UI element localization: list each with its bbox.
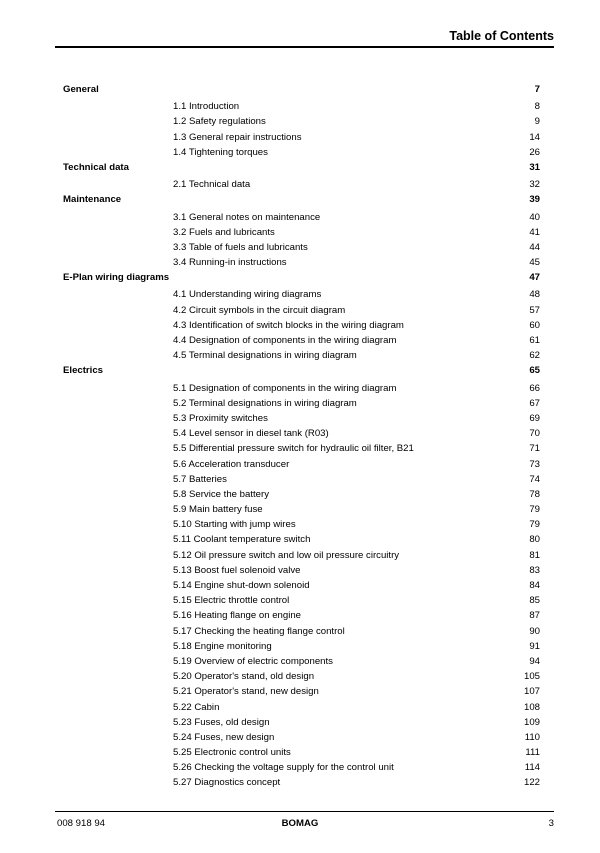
toc-entry-title: E-Plan wiring diagrams bbox=[63, 272, 170, 284]
toc-section-entry[interactable] bbox=[63, 114, 540, 129]
toc-entry-page: 81 bbox=[529, 549, 540, 561]
toc-entry-title: Technical data bbox=[63, 161, 129, 173]
toc-entry-title: 5.25 Electronic control units bbox=[173, 747, 291, 759]
toc-entry-title: 4.3 Identification of switch blocks in the wiring diagram bbox=[173, 319, 404, 331]
toc-entry-title: 5.11 Coolant temperature switch bbox=[173, 534, 311, 546]
toc-entry-title: 1.4 Tightening torques bbox=[173, 146, 268, 158]
toc-entry-title: 5.17 Checking the heating flange control bbox=[173, 625, 345, 637]
toc-section-entry[interactable] bbox=[63, 775, 540, 790]
toc-entry-title: 3.3 Table of fuels and lubricants bbox=[173, 241, 308, 253]
toc-section-entry[interactable] bbox=[63, 225, 540, 240]
toc-entry-title: 5.20 Operator's stand, old design bbox=[173, 671, 315, 683]
toc-entry-page: 7 bbox=[534, 84, 540, 95]
footer-brand: BOMAG bbox=[281, 818, 319, 829]
toc-entry-title: 5.14 Engine shut-down solenoid bbox=[173, 580, 310, 591]
toc-entry-page: 40 bbox=[529, 211, 540, 223]
toc-entry-page: 26 bbox=[529, 146, 540, 158]
toc-entry-page: 108 bbox=[523, 701, 540, 713]
toc-entry-title: 5.26 Checking the voltage supply for the control unit bbox=[173, 762, 394, 774]
toc-section-entry[interactable] bbox=[63, 532, 540, 547]
toc-entry-page: 66 bbox=[529, 382, 540, 394]
toc-section-entry[interactable] bbox=[63, 177, 540, 192]
footer-page-number: 3 bbox=[548, 818, 554, 829]
toc-entry-title: 5.15 Electric throttle control bbox=[173, 595, 290, 607]
table-of-contents bbox=[63, 82, 540, 791]
toc-chapter-entry[interactable] bbox=[63, 270, 540, 287]
toc-entry-title: 5.8 Service the battery bbox=[173, 488, 269, 500]
toc-entry-title: 5.24 Fuses, new design bbox=[173, 731, 275, 743]
toc-entry-title: 5.1 Designation of components in the wiring diagram bbox=[173, 382, 397, 394]
toc-entry-title: 5.5 Differential pressure switch for hydraulic oil filter, B21 bbox=[173, 443, 414, 455]
toc-entry-title: 1.2 Safety regulations bbox=[173, 116, 266, 128]
toc-section-entry[interactable] bbox=[63, 730, 540, 745]
toc-entry-title: 5.6 Acceleration transducer bbox=[173, 458, 290, 470]
toc-entry-page: 31 bbox=[529, 161, 540, 173]
toc-section-entry[interactable] bbox=[63, 318, 540, 333]
toc-section-entry[interactable] bbox=[63, 99, 540, 114]
toc-section-entry[interactable] bbox=[63, 593, 540, 608]
toc-entry-page: 87 bbox=[529, 610, 540, 622]
toc-entry-title: 5.18 Engine monitoring bbox=[173, 640, 272, 652]
toc-entry-page: 61 bbox=[529, 335, 540, 346]
toc-entry-title: Electrics bbox=[63, 365, 104, 377]
toc-section-entry[interactable] bbox=[63, 624, 540, 639]
toc-section-entry[interactable] bbox=[63, 426, 540, 441]
toc-entry-page: 73 bbox=[529, 458, 540, 470]
toc-entry-page: 57 bbox=[529, 304, 540, 316]
toc-entry-page: 79 bbox=[529, 519, 540, 531]
toc-entry-page: 80 bbox=[529, 534, 540, 546]
toc-entry-title: 4.5 Terminal designations in wiring diagram bbox=[173, 350, 357, 362]
toc-entry-page: 67 bbox=[529, 397, 540, 409]
toc-section-entry[interactable] bbox=[63, 608, 540, 623]
toc-entry-page: 94 bbox=[529, 655, 540, 667]
toc-entry-page: 60 bbox=[529, 319, 540, 331]
toc-entry-title: 5.10 Starting with jump wires bbox=[173, 519, 296, 531]
toc-entry-page: 39 bbox=[529, 194, 540, 206]
toc-entry-page: 69 bbox=[529, 412, 540, 424]
toc-section-entry[interactable] bbox=[63, 472, 540, 487]
toc-entry-title: 1.3 General repair instructions bbox=[173, 131, 302, 143]
toc-chapter-entry[interactable] bbox=[63, 82, 540, 99]
toc-entry-page: 48 bbox=[529, 289, 540, 301]
toc-entry-title: 5.27 Diagnostics concept bbox=[173, 777, 281, 789]
toc-entry-page: 122 bbox=[523, 777, 540, 789]
toc-section-entry[interactable] bbox=[63, 684, 540, 699]
toc-entry-page: 71 bbox=[529, 443, 540, 455]
toc-entry-title: 5.12 Oil pressure switch and low oil pressure circuitry bbox=[173, 549, 400, 561]
toc-section-entry[interactable] bbox=[63, 502, 540, 517]
toc-chapter-entry[interactable] bbox=[63, 363, 540, 380]
page-header-title: Table of Contents bbox=[449, 29, 554, 43]
toc-entry-page: 83 bbox=[529, 564, 540, 576]
toc-section-entry[interactable] bbox=[63, 563, 540, 578]
toc-entry-title: 3.1 General notes on maintenance bbox=[173, 211, 321, 223]
toc-entry-page: 111 bbox=[525, 747, 540, 759]
toc-section-entry[interactable] bbox=[63, 333, 540, 348]
toc-chapter-entry[interactable] bbox=[63, 192, 540, 209]
toc-entry-page: 45 bbox=[529, 257, 540, 269]
toc-entry-page: 114 bbox=[524, 762, 540, 774]
toc-section-entry[interactable] bbox=[63, 457, 540, 472]
toc-section-entry[interactable] bbox=[63, 517, 540, 532]
toc-entry-title: 5.7 Batteries bbox=[173, 473, 227, 485]
toc-section-entry[interactable] bbox=[63, 348, 540, 363]
toc-section-entry[interactable] bbox=[63, 411, 540, 426]
toc-entry-title: 5.3 Proximity switches bbox=[173, 412, 268, 424]
toc-entry-title: Maintenance bbox=[63, 194, 122, 206]
toc-section-entry[interactable] bbox=[63, 255, 540, 270]
toc-entry-title: 3.2 Fuels and lubricants bbox=[173, 226, 275, 238]
toc-entry-page: 84 bbox=[529, 580, 540, 591]
toc-section-entry[interactable] bbox=[63, 669, 540, 684]
toc-section-entry[interactable] bbox=[63, 303, 540, 318]
toc-entry-page: 70 bbox=[529, 428, 540, 440]
toc-section-entry[interactable] bbox=[63, 130, 540, 145]
toc-section-entry[interactable] bbox=[63, 381, 540, 396]
toc-section-entry[interactable] bbox=[63, 396, 540, 411]
toc-section-entry[interactable] bbox=[63, 240, 540, 255]
toc-section-entry[interactable] bbox=[63, 745, 540, 760]
toc-section-entry[interactable] bbox=[63, 654, 540, 669]
toc-entry-title: 5.19 Overview of electric components bbox=[173, 655, 333, 667]
toc-section-entry[interactable] bbox=[63, 639, 540, 654]
toc-entry-title: 5.2 Terminal designations in wiring diagram bbox=[173, 397, 357, 409]
toc-entry-title: 3.4 Running-in instructions bbox=[173, 257, 287, 269]
toc-section-entry[interactable] bbox=[63, 287, 540, 302]
toc-entry-page: 62 bbox=[529, 350, 540, 362]
toc-entry-title: 5.23 Fuses, old design bbox=[173, 716, 270, 728]
toc-entry-title: 5.4 Level sensor in diesel tank (R03) bbox=[173, 428, 329, 440]
toc-entry-title: 5.16 Heating flange on engine bbox=[173, 610, 302, 622]
toc-entry-page: 9 bbox=[534, 116, 540, 128]
toc-entry-page: 91 bbox=[529, 640, 540, 652]
toc-section-entry[interactable] bbox=[63, 145, 540, 160]
toc-entry-page: 105 bbox=[523, 671, 540, 683]
toc-section-entry[interactable] bbox=[63, 700, 540, 715]
toc-entry-page: 79 bbox=[529, 504, 540, 516]
footer-doc-number: 008 918 94 bbox=[57, 818, 106, 829]
toc-section-entry[interactable] bbox=[63, 487, 540, 502]
toc-section-entry[interactable] bbox=[63, 210, 540, 225]
toc-entry-page: 44 bbox=[529, 241, 540, 253]
toc-entry-page: 109 bbox=[523, 716, 540, 728]
toc-entry-page: 32 bbox=[529, 179, 540, 191]
toc-entry-page: 78 bbox=[529, 488, 540, 500]
toc-entry-title: 1.1 Introduction bbox=[173, 101, 240, 113]
toc-entry-page: 107 bbox=[523, 686, 540, 698]
header-rule bbox=[55, 46, 554, 48]
toc-entry-page: 90 bbox=[529, 625, 540, 637]
toc-section-entry[interactable] bbox=[63, 578, 540, 593]
toc-entry-title: 4.2 Circuit symbols in the circuit diagram bbox=[173, 304, 346, 316]
toc-entry-page: 85 bbox=[529, 595, 540, 607]
toc-entry-page: 8 bbox=[534, 101, 540, 113]
toc-entry-page: 110 bbox=[524, 731, 540, 743]
toc-entry-title: 5.21 Operator's stand, new design bbox=[173, 686, 319, 698]
toc-entry-page: 65 bbox=[529, 365, 540, 377]
toc-entry-title: 5.9 Main battery fuse bbox=[173, 504, 263, 516]
toc-entry-title: General bbox=[63, 84, 99, 95]
toc-section-entry[interactable] bbox=[63, 715, 540, 730]
toc-entry-page: 41 bbox=[529, 226, 540, 238]
toc-entry-page: 74 bbox=[529, 473, 540, 485]
toc-entry-title: 2.1 Technical data bbox=[173, 179, 251, 191]
toc-entry-title: 4.1 Understanding wiring diagrams bbox=[173, 289, 322, 301]
footer-rule bbox=[55, 811, 554, 812]
toc-section-entry[interactable] bbox=[63, 441, 540, 456]
toc-chapter-entry[interactable] bbox=[63, 160, 540, 177]
toc-entry-title: 4.4 Designation of components in the wiring diagram bbox=[173, 335, 397, 346]
toc-entry-title: 5.22 Cabin bbox=[173, 701, 220, 713]
toc-entry-page: 14 bbox=[529, 131, 540, 143]
toc-entry-page: 47 bbox=[529, 272, 540, 284]
toc-section-entry[interactable] bbox=[63, 760, 540, 775]
toc-section-entry[interactable] bbox=[63, 548, 540, 563]
toc-entry-title: 5.13 Boost fuel solenoid valve bbox=[173, 564, 301, 576]
